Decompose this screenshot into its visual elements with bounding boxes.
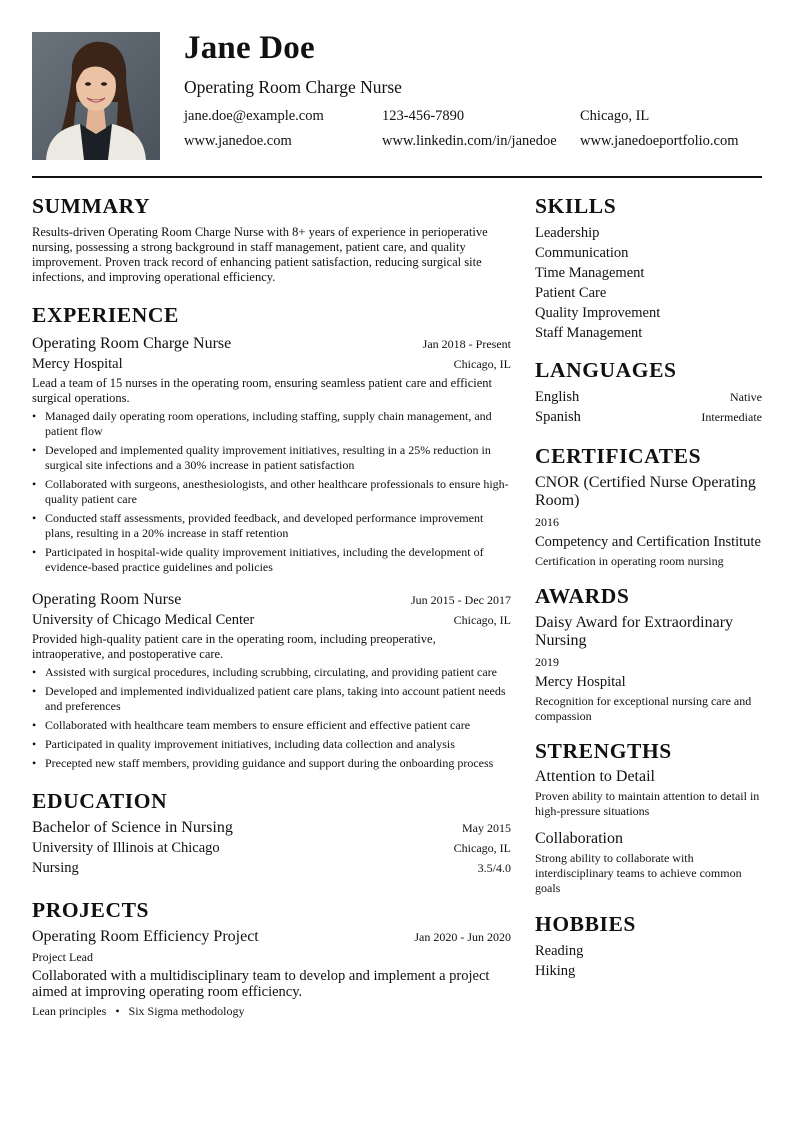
achievement-item: • Managed daily operating room operations, including staffing, supply chain management, and patient flow bbox=[32, 409, 492, 438]
contact-info bbox=[184, 108, 774, 150]
strength-item bbox=[535, 768, 762, 819]
gpa: 3.5/4.0 bbox=[477, 861, 511, 875]
awards-heading: AWARDS bbox=[535, 584, 630, 608]
candidate-name: Jane Doe bbox=[184, 30, 315, 66]
contact-phone: 123-456-7890 bbox=[382, 108, 465, 124]
contact-email[interactable]: jane.doe@example.com bbox=[184, 108, 324, 124]
project-tags bbox=[32, 1004, 511, 1019]
job-description: Lead a team of 15 nurses in the operating room, ensuring seamless patient care and efficient surgical operations. bbox=[32, 376, 493, 405]
skill-item: Communication bbox=[535, 245, 629, 261]
strength-description: Strong ability to collaborate with interdisciplinary teams to achieve common goals bbox=[535, 851, 742, 895]
awards-section bbox=[535, 582, 762, 724]
achievement-item: • Collaborated with surgeons, anesthesiologists, and other healthcare professionals to ensure high-quality patient care bbox=[32, 477, 509, 506]
hobby-item: Hiking bbox=[535, 963, 576, 979]
job-dates: Jun 2015 - Dec 2017 bbox=[411, 593, 511, 607]
experience-item bbox=[32, 590, 511, 771]
education-section bbox=[32, 787, 511, 878]
summary-text: Results-driven Operating Room Charge Nurse with 8+ years of experience in perioperative nursing, possessing a strong background in staff management, patient care, and quality improvement. Proven track record of enhancing patient satisfaction, reducing surgical site infections, and improving operational efficiency. bbox=[32, 225, 488, 284]
language-item bbox=[535, 407, 762, 427]
certificate-description: Certification in operating room nursing bbox=[535, 554, 724, 568]
project-dates: Jan 2020 - Jun 2020 bbox=[414, 930, 511, 944]
strength-description: Proven ability to maintain attention to detail in high-pressure situations bbox=[535, 789, 760, 818]
skill-item: Time Management bbox=[535, 265, 645, 281]
strength-name: Attention to Detail bbox=[535, 768, 655, 785]
job-dates: Jan 2018 - Present bbox=[422, 337, 511, 351]
summary-section bbox=[32, 192, 511, 285]
project-tag: Six Sigma methodology bbox=[128, 1004, 245, 1018]
contact-website[interactable]: www.janedoe.com bbox=[184, 133, 292, 149]
strengths-heading: STRENGTHS bbox=[535, 739, 672, 763]
achievement-item: • Assisted with surgical procedures, including scrubbing, circulating, and providing patient care bbox=[32, 665, 497, 679]
skill-item: Quality Improvement bbox=[535, 305, 661, 321]
award-description: Recognition for exceptional nursing care and compassion bbox=[535, 694, 752, 723]
job-title: Operating Room Charge Nurse bbox=[32, 335, 232, 352]
job-employer: Mercy Hospital bbox=[32, 356, 123, 372]
achievement-item: • Precepted new staff members, providing guidance and support during the onboarding process bbox=[32, 756, 494, 770]
hobbies-heading: HOBBIES bbox=[535, 912, 636, 936]
achievement-item: • Developed and implemented individualized patient care plans, taking into account patient needs and preferences bbox=[32, 684, 506, 713]
school-name: University of Illinois at Chicago bbox=[32, 840, 220, 856]
job-achievements bbox=[32, 409, 511, 575]
left-column bbox=[32, 192, 511, 1019]
achievement-item: • Participated in hospital-wide quality improvement initiatives, including the development of evidence-based practice guidelines and policies bbox=[32, 545, 484, 574]
job-location: Chicago, IL bbox=[453, 357, 511, 371]
projects-heading: PROJECTS bbox=[32, 898, 150, 922]
language-name: Spanish bbox=[535, 409, 581, 425]
skills-heading: SKILLS bbox=[535, 194, 617, 218]
project-role: Project Lead bbox=[32, 950, 93, 964]
language-level: Native bbox=[730, 390, 762, 404]
contact-linkedin[interactable]: www.linkedin.com/in/janedoe bbox=[382, 133, 557, 149]
profile-photo bbox=[32, 32, 160, 160]
job-employer: University of Chicago Medical Center bbox=[32, 612, 255, 628]
tag-separator: • bbox=[115, 1004, 120, 1018]
certificate-year: 2016 bbox=[535, 515, 559, 529]
achievement-item: • Conducted staff assessments, provided feedback, and developed performance improvement plans, resulting in a 20% increase in staff retention bbox=[32, 511, 484, 540]
field-of-study: Nursing bbox=[32, 860, 79, 876]
experience-item bbox=[32, 334, 511, 575]
header-divider bbox=[32, 176, 762, 178]
job-description: Provided high-quality patient care in the operating room, including preoperative, intraoperative, and postoperative care. bbox=[32, 632, 436, 661]
right-column bbox=[535, 192, 762, 981]
certificate-name: CNOR (Certified Nurse Operating Room) bbox=[535, 474, 756, 509]
school-location: Chicago, IL bbox=[453, 841, 511, 855]
certificates-heading: CERTIFICATES bbox=[535, 444, 702, 468]
award-name: Daisy Award for Extraordinary Nursing bbox=[535, 614, 734, 649]
profile-photo-illustration bbox=[32, 32, 160, 160]
job-achievements bbox=[32, 665, 511, 771]
contact-location: Chicago, IL bbox=[580, 108, 650, 124]
project-name: Operating Room Efficiency Project bbox=[32, 928, 259, 945]
skill-item: Staff Management bbox=[535, 325, 643, 341]
strengths-section bbox=[535, 737, 762, 896]
languages-heading: LANGUAGES bbox=[535, 358, 677, 382]
job-title: Operating Room Nurse bbox=[32, 591, 182, 608]
projects-section bbox=[32, 896, 511, 1019]
strength-item bbox=[535, 830, 762, 896]
experience-heading: EXPERIENCE bbox=[32, 303, 179, 327]
degree-name: Bachelor of Science in Nursing bbox=[32, 819, 233, 836]
education-heading: EDUCATION bbox=[32, 789, 168, 813]
certificate-issuer: Competency and Certification Institute bbox=[535, 534, 761, 550]
project-description: Collaborated with a multidisciplinary team to develop and implement a project aimed at improving operating room efficiency. bbox=[32, 968, 490, 1000]
language-item bbox=[535, 387, 762, 407]
skill-item: Leadership bbox=[535, 225, 600, 241]
summary-heading: SUMMARY bbox=[32, 194, 151, 218]
skills-section bbox=[535, 192, 762, 343]
language-level: Intermediate bbox=[701, 410, 762, 424]
hobbies-section bbox=[535, 910, 762, 981]
achievement-item: • Collaborated with healthcare team members to ensure efficient and effective patient care bbox=[32, 718, 471, 732]
job-location: Chicago, IL bbox=[453, 613, 511, 627]
language-name: English bbox=[535, 389, 580, 405]
candidate-headline: Operating Room Charge Nurse bbox=[184, 77, 402, 97]
project-tag: Lean principles bbox=[32, 1004, 107, 1018]
award-year: 2019 bbox=[535, 655, 559, 669]
languages-section bbox=[535, 356, 762, 427]
certificates-section bbox=[535, 442, 762, 569]
skill-item: Patient Care bbox=[535, 285, 607, 301]
contact-portfolio[interactable]: www.janedoeportfolio.com bbox=[580, 133, 739, 149]
experience-section bbox=[32, 301, 511, 771]
achievement-item: • Participated in quality improvement initiatives, including data collection and analysis bbox=[32, 737, 455, 751]
hobby-item: Reading bbox=[535, 943, 584, 959]
graduation-date: May 2015 bbox=[462, 821, 511, 835]
achievement-item: • Developed and implemented quality improvement initiatives, resulting in a 25% reduction in surgical site infections and a 30% increase in patient satisfaction bbox=[32, 443, 491, 472]
award-issuer: Mercy Hospital bbox=[535, 674, 626, 690]
strength-name: Collaboration bbox=[535, 830, 623, 847]
